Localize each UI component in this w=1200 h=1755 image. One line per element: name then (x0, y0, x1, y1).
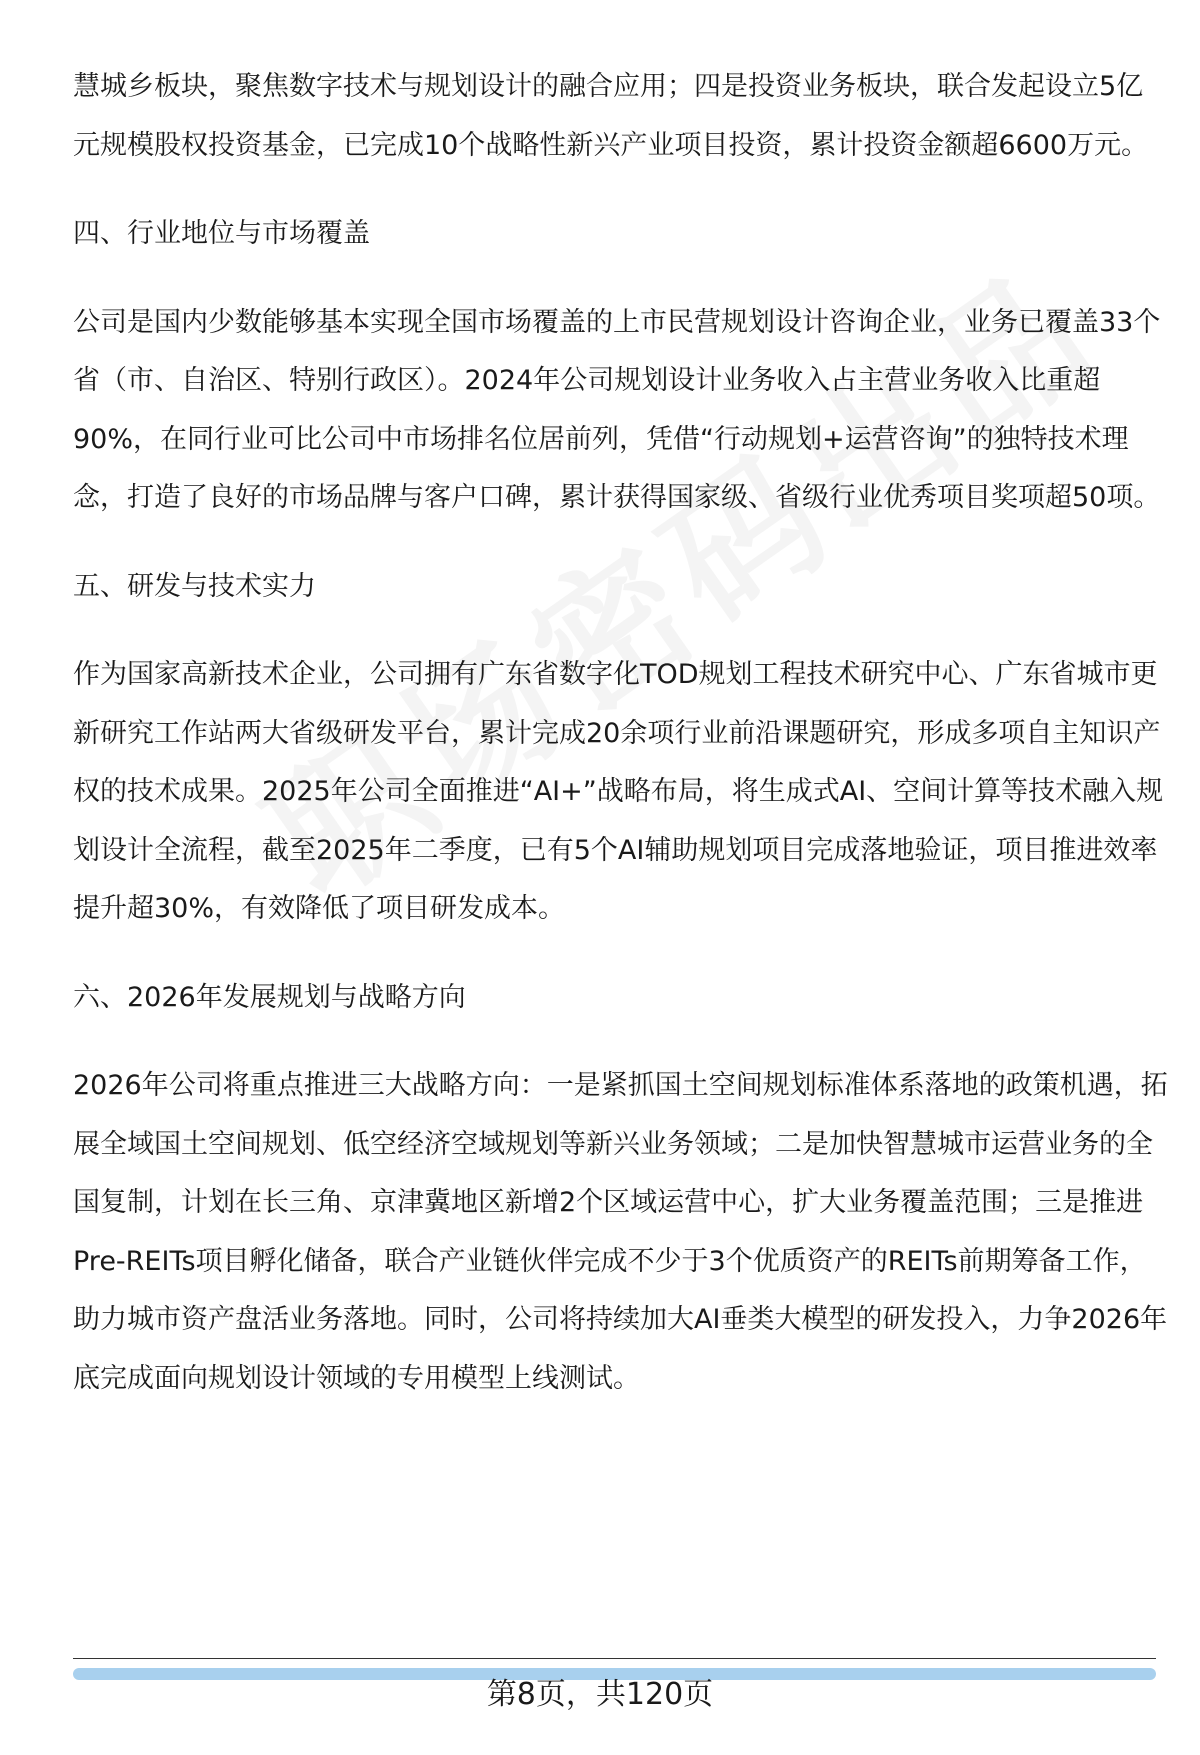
section-heading-rnd: 五、研发与技术实力 (73, 570, 316, 602)
document-body (73, 58, 1168, 1408)
paragraph-investment-business: 慧城乡板块，聚焦数字技术与规划设计的融合应用；四是投资业务板块，联合发起设立5亿元规模股权投资基金，已完成10个战略性新兴产业项目投资，累计投资金额超6600万元。 (73, 71, 1149, 161)
section-heading-industry-position: 四、行业地位与市场覆盖 (73, 218, 370, 249)
paragraph-industry-position: 公司是国内少数能够基本实现全国市场覆盖的上市民营规划设计咨询企业，业务已覆盖33个省（市、自治区、特别行政区）。2024年公司规划设计业务收入占主营业务收入比重超90%，在同行业可比公司中市场排名位居前列，凭借“行动规划+运营咨询”的独特技术理念，打造了良好的市场品牌与客户口碑，累计获得国家级、省级行业优秀项目奖项超50项。 (73, 306, 1161, 513)
paragraph-rnd: 作为国家高新技术企业，公司拥有广东省数字化TOD规划工程技术研究中心、广东省城市更新研究工作站两大省级研发平台，累计完成20余项行业前沿课题研究，形成多项自主知识产权的技术成果。2025年公司全面推进“AI+”战略布局，将生成式AI、空间计算等技术融入规划设计全流程，截至2025年二季度，已有5个AI辅助规划项目完成落地验证，项目推进效率提升超30%，有效降低了项目研发成本。 (73, 659, 1164, 924)
footer-divider (73, 1658, 1156, 1659)
paragraph-2026-plan: 2026年公司将重点推进三大战略方向：一是紧抓国土空间规划标准体系落地的政策机遇，拓展全域国土空间规划、低空经济空域规划等新兴业务领域；二是加快智慧城市运营业务的全国复制，计划在长三角、京津冀地区新增2个区域运营中心，扩大业务覆盖范围；三是推进Pre-REITs项目孵化储备，联合产业链伙伴完成不少于3个优质资产的REITs前期筹备工作，助力城市资产盘活业务落地。同时，公司将持续加大AI垂类大模型的研发投入，力争2026年底完成面向规划设计领域的专用模型上线测试。 (73, 1070, 1168, 1394)
page-number: 第8页，共120页 (486, 1677, 714, 1712)
section-heading-2026-plan: 六、2026年发展规划与战略方向 (73, 981, 466, 1013)
